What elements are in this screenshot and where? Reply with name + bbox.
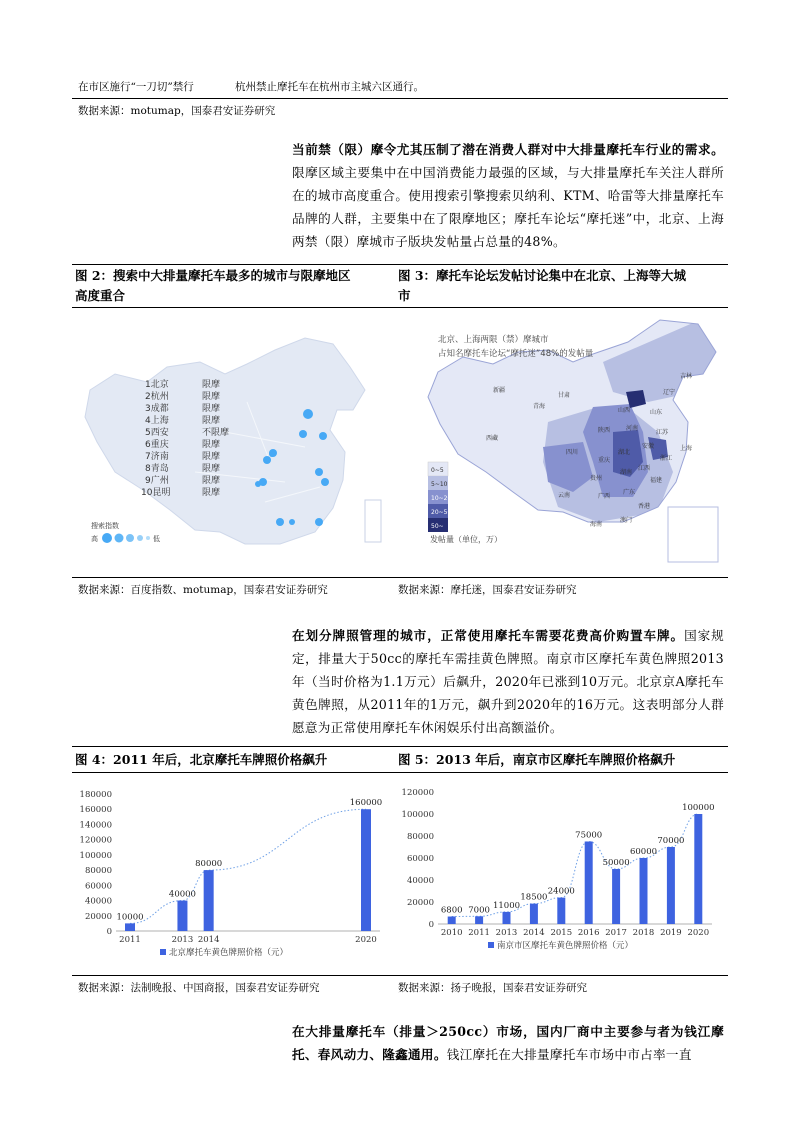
city-dot (315, 468, 323, 476)
svg-text:澳门: 澳门 (620, 517, 633, 524)
x-tick-label: 2020 (687, 928, 710, 938)
city-dot (319, 432, 327, 440)
svg-text:高: 高 (91, 535, 98, 543)
list-item: 4上海 (145, 416, 169, 426)
svg-text:20~50: 20~50 (431, 509, 452, 516)
list-item-status: 限摩 (202, 392, 221, 402)
bar-value-label: 50000 (602, 858, 630, 868)
y-tick-label: 160000 (79, 805, 112, 816)
map-note-line2: 占知名摩托车论坛“摩托迷”48%的发帖量 (438, 349, 594, 359)
list-item: 9广州 (145, 476, 169, 486)
city-dot (299, 430, 307, 438)
y-tick-label: 80000 (406, 832, 434, 842)
y-tick-label: 40000 (406, 876, 434, 886)
svg-text:湖北: 湖北 (618, 449, 631, 456)
svg-text:湖南: 湖南 (620, 469, 633, 476)
figure-2-source: 数据来源：百度指数、motumap，国泰君安证券研究 (78, 584, 328, 596)
x-tick-label: 2016 (577, 928, 600, 938)
x-tick-label: 2014 (523, 928, 545, 938)
bar-2014 (204, 870, 214, 931)
svg-text:甘肃: 甘肃 (558, 392, 571, 399)
figure-top-rule (72, 746, 728, 747)
paragraph-lead: 当前禁（限）摩令尤其压制了潜在消费人群对中大排量摩托车行业的需求。 (292, 142, 724, 157)
figure-4-chart (72, 778, 390, 968)
bar-value-label: 18500 (520, 892, 548, 903)
table-cell-detail: 杭州禁止摩托车在杭州市主城六区通行。 (235, 81, 424, 93)
bar-2020 (361, 809, 371, 931)
svg-text:广西: 广西 (598, 493, 611, 500)
svg-text:安徽: 安徽 (642, 443, 655, 450)
svg-text:河南: 河南 (626, 425, 639, 432)
svg-text:低: 低 (153, 535, 160, 543)
city-dot (289, 519, 295, 525)
svg-text:上海: 上海 (680, 445, 693, 452)
x-tick-label: 2011 (119, 935, 141, 945)
svg-text:重庆: 重庆 (598, 457, 611, 464)
figure-bottom-rule (72, 975, 728, 976)
svg-text:山东: 山东 (650, 409, 663, 416)
svg-text:0~5: 0~5 (431, 467, 444, 474)
china-silhouette (85, 338, 365, 544)
city-dot (255, 481, 261, 487)
bar-value-label: 40000 (168, 889, 196, 900)
x-tick-label: 2015 (550, 928, 573, 938)
x-tick-label: 2017 (605, 928, 627, 938)
x-tick-label: 2014 (197, 935, 220, 945)
bar-value-label: 7000 (468, 905, 490, 916)
svg-text:陕西: 陕西 (598, 427, 611, 434)
svg-text:西藏: 西藏 (486, 435, 499, 442)
bar-2011 (125, 923, 135, 931)
svg-text:新疆: 新疆 (493, 387, 506, 394)
source-note: 数据来源：motumap，国泰君安证券研究 (78, 105, 276, 117)
list-item: 1北京 (145, 380, 169, 390)
svg-text:云南: 云南 (558, 492, 571, 499)
bar-2013 (177, 901, 187, 931)
figure-3-caption: 图 3：摩托车论坛发帖讨论集中在北京、上海等大城 市 (398, 268, 687, 303)
bar-2020 (694, 814, 702, 924)
y-tick-label: 60000 (84, 881, 112, 892)
list-item: 10昆明 (141, 488, 171, 498)
x-tick-label: 2019 (660, 928, 682, 938)
svg-text:香港: 香港 (638, 503, 651, 510)
svg-text:吉林: 吉林 (680, 373, 693, 380)
y-tick-label: 0 (106, 927, 112, 937)
list-item: 8青岛 (145, 464, 169, 474)
bar-value-label: 75000 (575, 830, 603, 841)
y-tick-label: 120000 (79, 835, 112, 846)
y-tick-label: 180000 (79, 790, 112, 800)
paragraph-body: 国家规定，排量大于50cc的摩托车需挂黄色牌照。南京市区摩托车黄色牌照2013年（当时价格为1.1万元）后飙升，2020年已涨到10万元。北京京A摩托车黄色牌照，从2011年的1万元，飙升到2020年的16万元。这表明部分人群愿意为正常使用摩托车休闲娱乐付出高额溢价。 (292, 628, 724, 735)
legend-swatch (160, 949, 166, 955)
bar-value-label: 60000 (629, 847, 658, 857)
figure-5-chart (396, 778, 726, 968)
legend-swatch (488, 942, 494, 948)
bar-2011 (475, 916, 483, 924)
y-tick-label: 20000 (406, 898, 434, 908)
svg-text:广东: 广东 (623, 489, 636, 496)
list-item: 3成都 (145, 404, 169, 414)
list-item-status: 限摩 (202, 380, 221, 390)
figure-5-source: 数据来源：扬子晚报，国泰君安证券研究 (398, 982, 587, 994)
svg-text:山西: 山西 (618, 407, 631, 414)
search-index-legend (91, 521, 160, 543)
x-tick-label: 2020 (355, 935, 377, 945)
figure-caption-rule (72, 772, 728, 773)
paragraph-lead: 在划分牌照管理的城市，正常使用摩托车需要花费高价购置车牌。 (292, 628, 685, 643)
list-item: 6重庆 (145, 440, 169, 450)
paragraph-lead: 在大排量摩托车（排量＞250cc）市场，国内厂商中主要参与者为钱江摩托、春风动力、隆鑫通用。 (292, 1024, 724, 1062)
paragraph-body: 限摩区域主要集中在中国消费能力最强的区域，与大排量摩托车关注人群所在的城市高度重合。使用搜索引擎搜索贝纳利、KTM、哈雷等大排量摩托车品牌的人群，主要集中在了限摩地区；摩托车论坛“摩托迷”中，北京、上海两禁（限）摩城市子版块发帖量占总量的48%。 (292, 165, 724, 249)
y-tick-label: 100000 (401, 810, 434, 820)
bar-2019 (667, 847, 675, 924)
list-item-status: 不限摩 (202, 428, 230, 438)
figure-bottom-rule (72, 577, 728, 578)
bar-value-label: 70000 (657, 836, 685, 846)
y-tick-label: 0 (428, 920, 434, 930)
list-item-status: 限摩 (202, 404, 221, 414)
map-note-line1: 北京、上海两限（禁）摩城市 (438, 335, 549, 345)
bar-2014 (530, 904, 538, 924)
bar-value-label: 24000 (547, 886, 575, 897)
bar-value-label: 10000 (116, 912, 144, 923)
list-item: 2杭州 (145, 392, 169, 402)
figure-3-source: 数据来源：摩托迷，国泰君安证券研究 (398, 584, 577, 596)
svg-text:四川: 四川 (566, 449, 579, 456)
bar-2010 (448, 917, 456, 924)
svg-text:海南: 海南 (590, 521, 603, 528)
svg-text:贵州: 贵州 (590, 475, 603, 482)
list-item: 5西安 (145, 428, 169, 438)
svg-text:江苏: 江苏 (656, 429, 669, 436)
x-tick-label: 2013 (495, 928, 518, 938)
figure-4-source: 数据来源：法制晚报、中国商报，国泰君安证券研究 (78, 982, 320, 994)
paragraph-body: 钱江摩托在大排量摩托车市场中市占率一直 (446, 1047, 692, 1062)
svg-text:5~10: 5~10 (431, 481, 448, 488)
list-item-status: 限摩 (202, 464, 221, 474)
x-tick-label: 2011 (468, 928, 490, 938)
figure-3-map (398, 312, 728, 572)
svg-text:江西: 江西 (638, 465, 651, 472)
svg-text:10~20: 10~20 (431, 495, 452, 502)
y-tick-label: 40000 (84, 896, 112, 907)
trend-line (452, 814, 699, 917)
bar-2017 (612, 869, 620, 924)
list-item-status: 限摩 (202, 488, 221, 498)
city-dot (321, 478, 329, 486)
x-tick-label: 2010 (440, 928, 463, 938)
list-item-status: 限摩 (202, 476, 221, 486)
figure-5-caption: 图 5：2013 年后，南京市区摩托车牌照价格飙升 (398, 752, 676, 767)
south-sea-inset (365, 500, 381, 542)
figure-4-caption: 图 4：2011 年后，北京摩托车牌照价格飙升 (75, 752, 328, 767)
south-sea-inset (668, 507, 718, 562)
city-dot (276, 518, 284, 526)
figure-caption-rule (72, 307, 728, 308)
svg-text:福建: 福建 (650, 477, 663, 484)
list-item-status: 限摩 (202, 452, 221, 462)
city-dot (269, 451, 275, 457)
figure-2-map (75, 312, 390, 572)
y-tick-label: 120000 (401, 788, 434, 798)
y-tick-label: 60000 (406, 854, 434, 864)
svg-text:搜索指数: 搜索指数 (91, 522, 119, 530)
figure-top-rule (72, 264, 728, 265)
bar-2015 (557, 898, 565, 924)
y-tick-label: 140000 (79, 820, 112, 831)
figure-2-caption: 图 2：搜索中大排量摩托车最多的城市与限摩地区 高度重合 (75, 268, 351, 303)
y-tick-label: 80000 (84, 866, 112, 877)
y-tick-label: 100000 (79, 850, 112, 861)
x-tick-label: 2018 (632, 928, 655, 938)
paragraph-market (292, 1020, 724, 1066)
svg-text:发帖量（单位，万）: 发帖量（单位，万） (430, 535, 502, 544)
list-item-status: 限摩 (202, 416, 221, 426)
trend-line (130, 809, 366, 923)
table-cell-policy: 在市区施行“一刀切”禁行 (78, 81, 194, 93)
bar-value-label: 80000 (195, 859, 223, 870)
list-item: 7济南 (145, 452, 169, 462)
y-tick-label: 20000 (84, 911, 112, 922)
bar-2013 (503, 912, 511, 924)
bar-value-label: 11000 (492, 900, 521, 911)
table-bottom-rule (72, 98, 728, 99)
bar-value-label: 100000 (682, 803, 715, 813)
bar-2016 (585, 842, 593, 925)
svg-text:青海: 青海 (533, 403, 546, 410)
svg-text:辽宁: 辽宁 (663, 389, 676, 396)
city-dot-beijing (303, 409, 313, 419)
list-item-status: 限摩 (202, 440, 221, 450)
bar-2018 (640, 858, 648, 924)
bar-value-label: 160000 (349, 798, 383, 809)
legend-label: 南京市区摩托车黄色牌照价格（元） (497, 941, 634, 951)
city-dot (263, 456, 271, 464)
x-tick-label: 2013 (171, 935, 194, 945)
city-dot (315, 518, 323, 526)
bar-value-label: 6800 (440, 905, 463, 916)
paragraph-restriction (292, 138, 724, 253)
legend-label: 北京摩托车黄色牌照价格（元） (169, 948, 289, 958)
svg-text:50~: 50~ (431, 523, 444, 530)
paragraph-license (292, 624, 724, 739)
svg-text:浙江: 浙江 (660, 455, 673, 462)
